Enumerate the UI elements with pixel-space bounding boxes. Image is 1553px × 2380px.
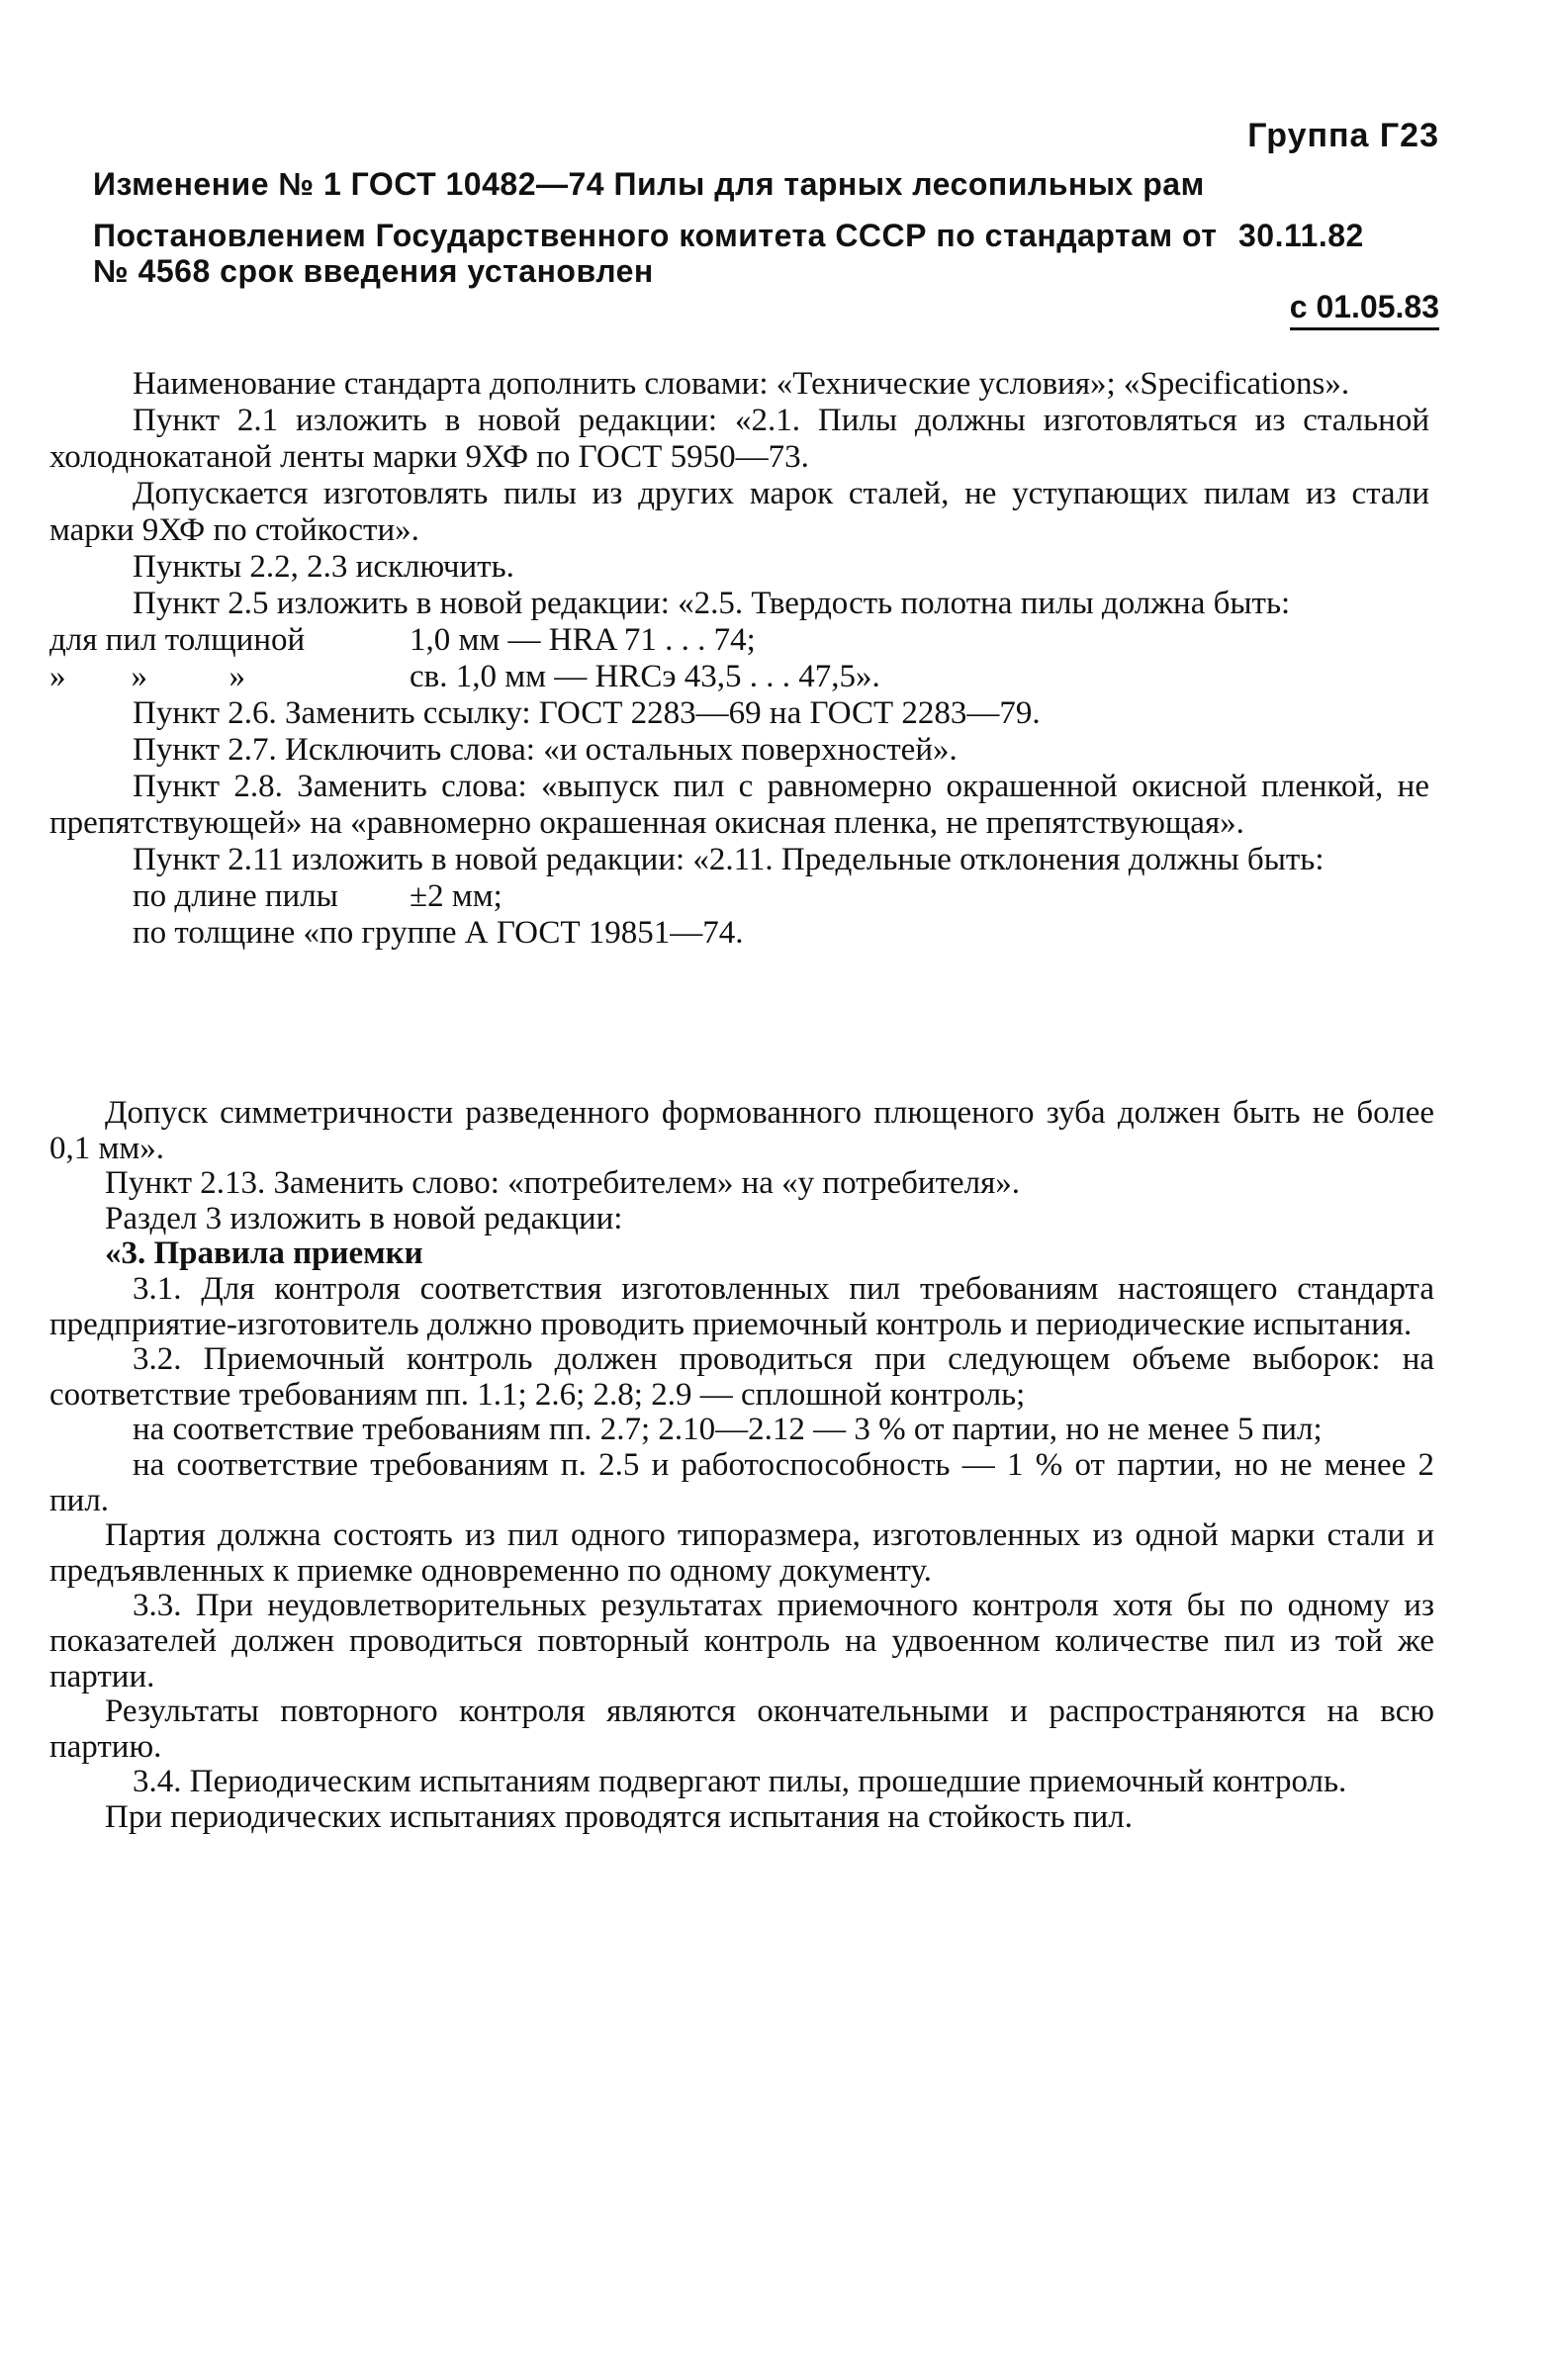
paragraph: 3.2. Приемочный контроль должен проводиться при следующем объеме выборок: на соответствие требованиям пп. 1.1; 2.6; 2.8; 2.9 — сплошной контроль; — [49, 1341, 1434, 1413]
paragraph: Раздел 3 изложить в новой редакции: — [105, 1200, 623, 1236]
change-title: Изменение № 1 ГОСТ 10482—74 Пилы для тарных лесопильных рам — [93, 166, 1205, 202]
tolerance-value: ±2 мм; — [410, 878, 502, 914]
amendment-body-lower — [49, 1096, 1434, 1835]
effective-date: с 01.05.83 — [1290, 289, 1439, 330]
amendment-body-upper — [49, 366, 1429, 952]
paragraph: на соответствие требованиям п. 2.5 и работоспособность — 1 % от партии, но не менее 2 пил. — [49, 1446, 1434, 1518]
paragraph: Пункт 2.6. Заменить ссылку: ГОСТ 2283—69 на ГОСТ 2283—79. — [133, 695, 1041, 731]
paragraph: Пункт 2.5 изложить в новой редакции: «2.5. Твердость полотна пилы должна быть: — [133, 586, 1291, 621]
paragraph: Допуск симметричности разведенного формованного плющеного зуба должен быть не более 0,1 мм». — [49, 1095, 1434, 1166]
paragraph: Партия должна состоять из пил одного типоразмера, изготовленных из одной марки стали и предъявленных к приемке одновременно по одному документу. — [49, 1517, 1434, 1589]
paragraph: 3.3. При неудовлетворительных результатах приемочного контроля хотя бы по одному из показателей должен проводиться повторный контроль на удвоенном количестве пил из той же партии. — [49, 1588, 1434, 1694]
ditto-marks: » » » — [49, 659, 245, 694]
hardness-label: для пил толщиной — [49, 622, 306, 658]
paragraph: Пункт 2.11 изложить в новой редакции: «2.11. Предельные отклонения должны быть: — [133, 842, 1325, 877]
paragraph: 3.4. Периодическим испытаниям подвергают пилы, прошедшие приемочный контроль. — [133, 1764, 1347, 1800]
section-heading: «3. Правила приемки — [105, 1236, 423, 1272]
paragraph: При периодических испытаниях проводятся испытания на стойкость пил. — [105, 1798, 1133, 1835]
tolerance-row: по толщине «по группе А ГОСТ 19851—74. — [133, 915, 744, 951]
decree-date: 30.11.82 — [1238, 218, 1364, 253]
hardness-row — [49, 659, 1429, 695]
paragraph: на соответствие требованиям пп. 2.7; 2.10—2.12 — 3 % от партии, но не менее 5 пил; — [133, 1412, 1323, 1448]
paragraph: Пункт 2.8. Заменить слова: «выпуск пил с равномерно окрашенной окисной пленкой, не препятствующей» на «равномерно окрашенная окисная пленка, не препятствующая». — [49, 769, 1429, 841]
paragraph: Пункт 2.7. Исключить слова: «и остальных поверхностей». — [133, 732, 958, 768]
paragraph: 3.1. Для контроля соответствия изготовленных пил требованиям настоящего стандарта предприятие-изготовитель должно проводить приемочный контроль и периодические испытания. — [49, 1270, 1434, 1342]
paragraph: Наименование стандарта дополнить словами: «Технические условия»; «Specifications». — [133, 366, 1350, 402]
paragraph: Пункты 2.2, 2.3 исключить. — [133, 549, 514, 585]
tolerance-label: по длине пилы — [133, 878, 338, 914]
group-code: Группа Г23 — [1247, 117, 1439, 154]
paragraph: Пункт 2.13. Заменить слово: «потребителем» на «у потребителя». — [105, 1165, 1021, 1202]
hardness-value: св. 1,0 мм — HRCэ 43,5 . . . 47,5». — [410, 659, 880, 694]
paragraph: Допускается изготовлять пилы из других марок сталей, не уступающих пилам из стали марки 9ХФ по стойкости». — [49, 476, 1429, 548]
tolerance-row — [49, 878, 1429, 915]
decree-line — [93, 218, 1364, 254]
decree-text: Постановлением Государственного комитета СССР по стандартам от — [93, 218, 1218, 253]
decree-number: № 4568 срок введения установлен — [93, 253, 654, 289]
paragraph: Пункт 2.1 изложить в новой редакции: «2.1. Пилы должны изготовляться из стальной холоднокатаной ленты марки 9ХФ по ГОСТ 5950—73. — [49, 403, 1429, 475]
paragraph: Результаты повторного контроля являются окончательными и распространяются на всю партию. — [49, 1693, 1434, 1765]
hardness-row — [49, 622, 1429, 659]
hardness-value: 1,0 мм — HRA 71 . . . 74; — [410, 622, 756, 658]
